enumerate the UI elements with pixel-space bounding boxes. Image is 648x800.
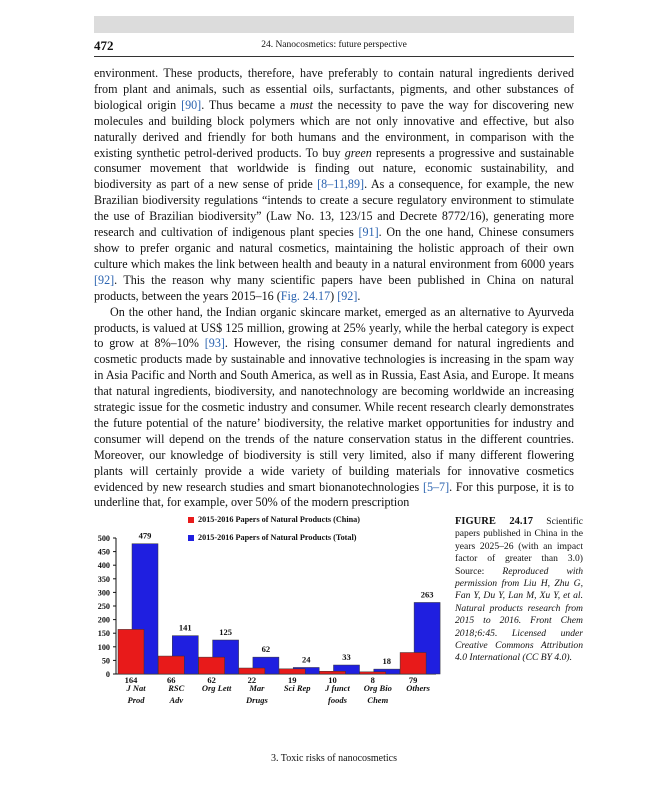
y-tick-label: 0 [105,670,110,679]
bar-china-label: 66 [167,675,176,685]
paragraph-1: environment. These products, therefore, have preferably to contain natural ingredients derived from plant and animals, such as essential oils, surfactants, pigments, and other substances of biological origin [90]. Thus became a must the necessity to pave the way for discovering new molecules and building block polymers which are not only innovative and effective, but also naturally derived and friendly for both humans and the environment, in comparison with the existing synthetic petrol-derived products. To buy green represents a progressive and sustainable consumer movement that worldwide is finding out nature, economic sustainability, and biodiversity as part of a new sense of pride [8–11,89]. As a consequence, for example, the new Brazilian biodiversity regulations “intends to create a secure regulatory environment to stimulate the use of Brazilian biodiversity” (Law No. 13, 123/15 and Decrete 8772/16), generating more research and cultivation of indigenous plant species [91]. On the one hand, Chinese consumers show to prefer organic and natural cosmetics, maintaining the holistic approach of their own culture which makes the link between health and beauty in a natural environment from 6000 years [92]. This the reason why many scientific papers have been published in China on natural products, between the years 2015–16 (Fig. 24.17) [92]. [94,66,574,303]
bar-china [239,668,265,674]
category-label: RSC [168,683,185,693]
citation-link[interactable]: [90] [181,97,202,112]
bar-total-label: 479 [138,530,152,541]
caption-source: Reproduced with permission from Liu H, Zhu G, Fan Y, Du Y, Lan M, Xu Y, et al. Natural products research from 2015 to 2016. Front Chem 2018;6:45. Licensed under Creative Commons Attribution 4.0 International (CC BY 4.0). [455,565,583,664]
figure-label: FIGURE 24.17 [455,516,533,527]
category-label: Prod [127,695,145,705]
header-rule [94,56,574,57]
y-tick-label: 100 [97,642,110,652]
emphasis: must [290,97,313,112]
legend-label: 2015-2016 Papers of Natural Products (Total) [198,533,357,542]
bar-china [279,669,305,674]
bar-total-label: 33 [342,652,351,663]
bar-china-label: 164 [124,675,138,685]
legend-label: 2015-2016 Papers of Natural Products (China) [198,515,360,524]
citation-link[interactable]: [8–11,89] [317,177,365,192]
category-label: Sci Rep [283,683,311,693]
category-label: Org Bio [363,683,392,693]
citation-link[interactable]: [5–7] [422,479,450,494]
bar-china [118,629,144,674]
bar-china [158,656,184,674]
header-bar [94,16,574,33]
y-tick-label: 500 [97,534,110,543]
bar-china [360,672,386,674]
category-label: Chem [367,695,389,705]
category-label: Drugs [246,695,268,705]
bar-china-label: 19 [287,675,297,685]
category-label: Others [406,683,430,693]
y-tick-label: 250 [97,602,110,611]
category-label: Adv [169,695,184,705]
bar-total-label: 125 [219,627,232,637]
x-axis-labels [125,683,430,705]
y-tick-label: 450 [97,547,110,557]
legend-swatch [188,517,194,523]
category-label: J funct [325,683,350,693]
bar-china-label: 8 [370,675,375,685]
chart-legend [188,515,360,542]
y-tick-label: 350 [97,574,110,584]
bar-china [199,657,225,674]
category-label: J Nat [126,683,146,693]
y-tick-label: 200 [97,615,110,625]
category-label: Mar [249,683,265,693]
page-footer: 3. Toxic risks of nanocosmetics [270,753,398,764]
bar-china [400,653,426,674]
y-tick-label: 400 [97,561,110,571]
y-tick-label: 50 [101,656,110,666]
caption-text: Scientific papers published in China in the years 2025–26 (with an impact factor of greater than 3.0) Source: [455,516,583,577]
body-text [94,66,574,511]
bar-china-label: 22 [247,675,257,685]
page-number: 472 [94,38,114,53]
y-tick-label: 150 [97,629,110,639]
bar-china-label: 79 [408,675,418,685]
bar-chart [84,512,448,734]
bar-total-label: 141 [178,622,192,633]
category-label: Org Lett [201,683,232,693]
bar-total-label: 62 [261,644,271,655]
bar-total-label: 263 [420,589,434,600]
citation-link[interactable]: [91] [358,225,379,240]
citation-link[interactable]: [92] [337,288,358,303]
category-label: foods [328,695,347,705]
y-tick-label: 300 [97,588,110,598]
legend-swatch [188,535,194,541]
paragraph-2: On the other hand, the Indian organic skincare market, emerged as an alternative to Ayurveda products, is valued at US$ 125 million, growing at 25% yearly, while the herbal category is expect to grow at 8%–10% [93]. However, the rising consumer demand for natural ingredients and cosmetic products made by sustainable and innovative technologies is increasing in the spam way in Asia Pacific and North and South America, as well as in Russia, East Asia, and Europe. It means that natural ingredients, biodiversity, and nanotechnology are becoming worldwide an increasing strategic issue for the cosmetic industry and consumer. While recent research clearly demonstrates the future potential of the nature’ biodiversity, the relative market opportunities for industry and consumer will depend on the trends of the nature conservation status in the different countries. Moreover, our knowledge of biodiversity is still very limited, also if many different flowering plants will certainly provide a wide variety of building materials for innovative cosmetics evidenced by new research studies and smart bionanotechnologies [5–7]. For this purpose, it is to underline that, for example, over 50% of the modern prescription [94,304,574,510]
bar-china [320,671,346,674]
citation-link[interactable]: [93] [204,336,225,351]
running-head: 24. Nanocosmetics: future perspective [261,40,407,50]
citation-link[interactable]: [92] [94,272,115,287]
bar-total-label: 18 [382,656,392,667]
bar-total-label: 24 [301,654,311,665]
bar-china-label: 62 [207,675,216,685]
bar-china-label: 10 [328,675,337,685]
emphasis: green [344,145,372,160]
bars [118,531,440,685]
figure-link[interactable]: Fig. 24.17 [280,288,331,303]
figure-caption [455,516,583,665]
